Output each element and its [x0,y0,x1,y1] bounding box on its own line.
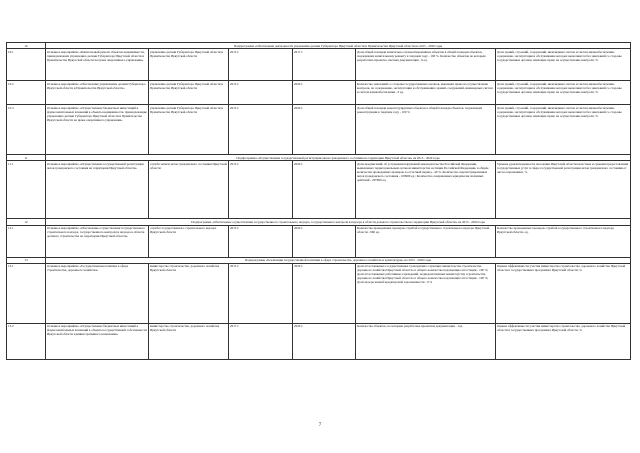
row-number: 13 [7,257,46,263]
table-row [7,81,631,105]
row-number: 11 [7,155,46,161]
start-year: 2015 г. [229,105,293,155]
activity-name: Основное мероприятие «Осуществление государственной регистрации актов гражданского состояния на территории Иркутской области» [46,161,149,219]
start-year: 2015 г. [229,49,293,81]
start-year: 2015 г. [229,161,293,219]
table-row [7,105,631,155]
indicator: Количество объектов, по которым разработана проектная документация - 1ед. [356,323,496,359]
row-number: 10.2 [7,81,46,105]
row-number: 13.1 [7,263,46,323]
target-indicator: Оценка эффективности участия министерства строительства, дорожного хозяйства Иркутской области в государственных программах Иркутской области, % [496,323,631,359]
row-number: 11.1 [7,161,46,219]
activity-name: Основное мероприятие «Осуществление бюджетных инвестиций в форме капитальных вложений в объекты государственной собственности Иркутской области административного назначения» [46,323,149,359]
program-table [6,42,631,360]
row-number: 12.1 [7,225,46,257]
activity-name: Основное мероприятие «Государственная политика в сфере строительства, дорожного хозяйства» [46,263,149,323]
table-row [7,323,631,359]
target-indicator: Доля зданий, строений, сооружений, инженерных систем и систем жизнеобеспечения, содержание, эксплуатация и обслуживание которых выполняется без замечаний со стороны государственных органов, имеющих право на осуществление контроля, % [496,49,631,81]
activity-name: Основное мероприятие «Обеспечение осуществления государственного строительного надзора, государственного контроля и надзора в области долевого строительства на территории Иркутской области» [46,225,149,257]
executor: министерство строительства, дорожного хозяйства Иркутской области [149,263,229,323]
indicator: Доля общей площади реконструируемых объектов в общей площади объектов, подлежащих реконструкции в текущем году - 100 % [356,105,496,155]
start-year: 2015 г. [229,225,293,257]
target-indicator: Доля зданий, строений, сооружений, инженерных систем и систем жизнеобеспечения, содержание, эксплуатация и обслуживание которых выполняется без замечаний со стороны государственных органов, имеющих право на осуществление контроля, % [496,81,631,105]
executor: служба государственного строительного надзора Иркутской области [149,225,229,257]
table-row [7,49,631,81]
end-year: 2020 г. [293,105,356,155]
target-indicator: Количество проведенных проверок службой государственного строительного надзора Иркутской области, ед. [496,225,631,257]
executor: управление делами Губернатора Иркутской области и Правительства Иркутской области [149,105,229,155]
executor: управление делами Губернатора Иркутской области и Правительства Иркутской области [149,49,229,81]
section-title: Подпрограмма «Обеспечение осуществления государственного строительного надзора, государственного контроля и надзора в области долевого строительства на территории Иркутской области» на 2015 - 2020 годы [46,219,631,225]
table-row [7,225,631,257]
start-year: 2015 г. [229,81,293,105]
end-year: 2020 г. [293,323,356,359]
activity-name: Основное мероприятие «Капитальный ремонт объектов недвижимости, принадлежащих управлению делами Губернатора Иркутской области и Правительства Иркутской области на праве оперативного управления» [46,49,149,81]
section-title: Подпрограмма «Обеспечение деятельности управления делами Губернатора Иркутской области и Правительства Иркутской области на 2015 - 2020 годы [46,43,631,49]
end-year: 2020 г. [293,263,356,323]
target-indicator: Доля зданий, строений, сооружений, инженерных систем и систем жизнеобеспечения, содержание, эксплуатация и обслуживание которых выполняется без замечаний со стороны государственных органов, имеющих право на осуществление контроля, % [496,105,631,155]
row-number: 10 [7,43,46,49]
indicator: Доля аттестованных государственных гражданских служащих министерства строительства, дорожного хозяйства Иркутской области от общего количества подлежащих аттестации - 100 %; Доля аттестованных работников учреждений, подведомственных министерству строительства, дорожного хозяйства Иркутской области от общего количества подлежащих аттестации - 100 %; Доля просроченной кредиторской задолженности - 0 % [356,263,496,323]
executor: служба записи актов гражданского состояния Иркутской области [149,161,229,219]
end-year: 2020 г. [293,161,356,219]
page-number: 7 [318,423,322,428]
end-year: 2017 г. [293,49,356,81]
start-year: 2017 г. [229,323,293,359]
activity-name: Основное мероприятие «Осуществление бюджетных инвестиций в форме капитальных вложений в объекты недвижимости, принадлежащие управлению делами Губернатора Иркутской области и Правительства Иркутской области на праве оперативного управления» [46,105,149,155]
indicator: Количество проведенных проверок службой государственного строительного надзора Иркутской области - 960 ед. [356,225,496,257]
table-row [7,263,631,323]
section-title: Подпрограмма «Реализация государственной политики в сфере строительства, дорожного хозяйства и архитектуры» на 2015 - 2020 годы [46,257,631,263]
target-indicator: Оценка эффективности участия министерства строительства, дорожного хозяйства Иркутской области в государственных программах Иркутской области, % [496,263,631,323]
start-year: 2015 г. [229,263,293,323]
executor: министерство строительства, дорожного хозяйства Иркутской области [149,323,229,359]
section-title: Подпрограмма «Осуществление государственной регистрации актов гражданского состояния на территории Иркутской области» на 2015 - 2020 годы [46,155,631,161]
row-number: 10.3 [7,105,46,155]
table-row [7,161,631,219]
executor: управление делами Губернатора Иркутской области и Правительства Иркутской области [149,81,229,105]
indicator: Количество замечаний со стороны государственных органов, имеющих право на осуществление контроля, по содержанию, эксплуатации и обслуживанию зданий, сооружений, инженерных систем и систем жизнеобеспечения - 0 ед. [356,81,496,105]
activity-name: Основное мероприятие «Обеспечение управлением делами Губернатора Иркутской области и Правительства Иркутской области» [46,81,149,105]
row-number: 10.1 [7,49,46,81]
indicator: Доля общей площади капитально отремонтированных объектов в общей площади объектов, подлежащих капитальному ремонту в текущем году - 100 %. Количество объектов по которым разработана проектно-сметная документация - 9 ед. [356,49,496,81]
row-number: 13.2 [7,323,46,359]
target-indicator: Уровень удовлетворенности населения Иркутской области качеством и сроками предоставления государственных услуг в сфере государственной регистрации актов гражданского состояния от числа опрошенных, % [496,161,631,219]
end-year: 2020 г. [293,81,356,105]
end-year: 2020 г. [293,225,356,257]
indicator: Доля предписаний, об устранении нарушений законодательства Российской Федерации, выявленных территориальным органом министерства юстиции Российской Федерации, в общем количестве проведенных проверок за отчетный период - 40 %. Количество зарегистрированных актов гражданского состояния - 109900 ед.; Количество совершенных юридически значимых действий - 207900 ед. [356,161,496,219]
row-number: 12 [7,219,46,225]
